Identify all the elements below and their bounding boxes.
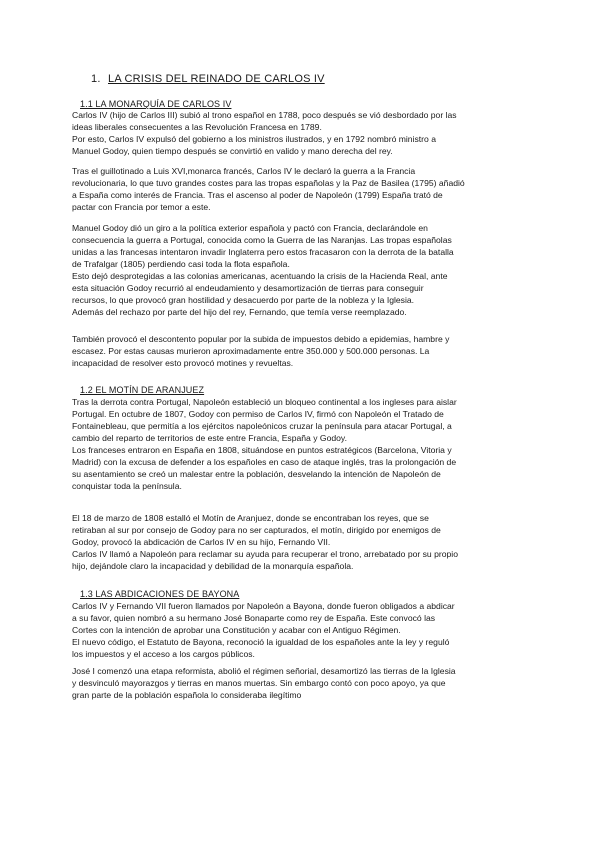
text-line: También provocó el descontento popular por la subida de impuestos debido a epidemias, hambre y [72, 334, 450, 344]
text-line: su asentamiento se creó un malestar entre la población, desvelando la intención de Napoleón de [72, 469, 441, 479]
text-line: escasez. Por estas causas murieron aproximadamente entre 350.000 y 500.000 personas. La [72, 346, 430, 356]
text-line: unidas a las francesas intentaron invadir Inglaterra pero estos fracasaron con la derrota de la batalla [72, 247, 454, 257]
text-line: cambio del reparto de territorios de este entre Francia, España y Godoy. [72, 433, 347, 443]
text-line: a España como interés de Francia. Tras el ascenso al poder de Napoleón (1799) España trató de [72, 190, 443, 200]
text-line: ideas liberales consecuentes a las Revolución Francesa en 1789. [72, 122, 322, 132]
text-line: Tras la derrota contra Portugal, Napoleón estableció un bloqueo continental a los ingleses para aislar [72, 397, 457, 407]
text-line: de Trafalgar (1805) perdiendo casi toda la flota española. [72, 259, 290, 269]
paragraph [72, 333, 532, 369]
paragraph [72, 665, 532, 701]
text-line: Carlos IV y Fernando VII fueron llamados por Napoleón a Bayona, donde fueron obligados a abdicar [72, 601, 455, 611]
text-line: incapacidad de resolver esto provocó motines y revueltas. [72, 358, 294, 368]
text-line: Carlos IV llamó a Napoleón para reclamar su ayuda para recuperar el trono, arrebatado por su propio [72, 549, 458, 559]
text-line: Godoy, provocó la abdicación de Carlos IV en su hijo, Fernando VII. [72, 537, 331, 547]
text-line: El 18 de marzo de 1808 estalló el Motín de Aranjuez, donde se encontraban los reyes, que se [72, 513, 429, 523]
text-line: hijo, dejándole claro la incapacidad y debilidad de la monarquía española. [72, 561, 354, 571]
title-text: LA CRISIS DEL REINADO DE CARLOS IV [108, 73, 325, 85]
text-line: pactar con Francia por temor a este. [72, 202, 211, 212]
text-line: esta situación Godoy recurrió al endeudamiento y desamortización de tierras para conseguir [72, 283, 424, 293]
text-line: José I comenzó una etapa reformista, abolió el régimen señorial, desamortizó las tierras de la Iglesia [72, 666, 456, 676]
text-line: Portugal. En octubre de 1807, Godoy con permiso de Carlos IV, firmó con Napoleón el Tratado de [72, 409, 444, 419]
text-line: Madrid) con la excusa de defender a los españoles en caso de ataque inglés, tras la prolongación de [72, 457, 457, 467]
text-line: revolucionaria, lo que tuvo grandes costes para las tropas españolas y la Paz de Basilea (1795) añadió [72, 178, 465, 188]
text-line: El nuevo código, el Estatuto de Bayona, reconoció la igualdad de los españoles ante la ley y reguló [72, 637, 450, 647]
text-line: retiraban al sur por consejo de Godoy para no ser capturados, el motín, dirigido por enemigos de [72, 525, 441, 535]
section-heading: 1.2 EL MOTÍN DE ARANJUEZ [80, 385, 205, 395]
text-line: Esto dejó desprotegidas a las colonias americanas, acentuando la crisis de la Hacienda Real, ante [72, 271, 448, 281]
text-line: Manuel Godoy dió un giro a la política exterior española y pactó con Francia, declarándole en [72, 223, 428, 233]
text-line: los impuestos y el acceso a los cargos públicos. [72, 649, 255, 659]
section-heading: 1.3 LAS ABDICACIONES DE BAYONA [80, 589, 240, 599]
paragraph [72, 396, 532, 492]
paragraph [72, 600, 532, 660]
page-title [91, 73, 325, 85]
text-line: Manuel Godoy, quien tiempo después se convirtió en valido y mano derecha del rey. [72, 146, 393, 156]
text-line: Los franceses entraron en España en 1808, situándose en puntos estratégicos (Barcelona, Vitoria y [72, 445, 452, 455]
text-line: Carlos IV (hijo de Carlos III) subió al trono español en 1788, poco después se vió desbordado por las [72, 110, 457, 120]
text-line: Fontainebleau, que permitía a los ejércitos napoleónicos cruzar la península para atacar Portugal, a [72, 421, 452, 431]
text-line: gran parte de la población española lo consideraba ilegítimo [72, 690, 302, 700]
text-line: a su favor, quien nombró a su hermano José Bonaparte como rey de España. Este convocó las [72, 613, 436, 623]
text-line: Cortes con la intención de aprobar una Constitución y acabar con el Antiguo Régimen. [72, 625, 401, 635]
text-line: recursos, lo que provocó gran hostilidad y desacuerdo por parte de la nobleza y la Iglesia. [72, 295, 415, 305]
text-line: Tras el guillotinado a Luis XVI,monarca francés, Carlos IV le declaró la guerra a la Francia [72, 166, 416, 176]
text-line: y desvinculó mayorazgos y tierras en manos muertas. Sin embargo contó con poco apoyo, ya que [72, 678, 446, 688]
text-line: Además del rechazo por parte del hijo del rey, Fernando, que temía verse reemplazado. [72, 307, 407, 317]
section-heading: 1.1 LA MONARQUÍA DE CARLOS IV [80, 99, 232, 109]
paragraph [72, 222, 532, 318]
title-number: 1. [91, 73, 101, 85]
text-line: consecuencia la guerra a Portugal, conocida como la Guerra de las Naranjas. Las tropas españolas [72, 235, 452, 245]
paragraph [72, 109, 532, 157]
text-line: Por esto, Carlos IV expulsó del gobierno a los ministros ilustrados, y en 1792 nombró ministro a [72, 134, 436, 144]
paragraph [72, 512, 532, 572]
text-line: conquistar toda la península. [72, 481, 182, 491]
paragraph [72, 165, 532, 213]
